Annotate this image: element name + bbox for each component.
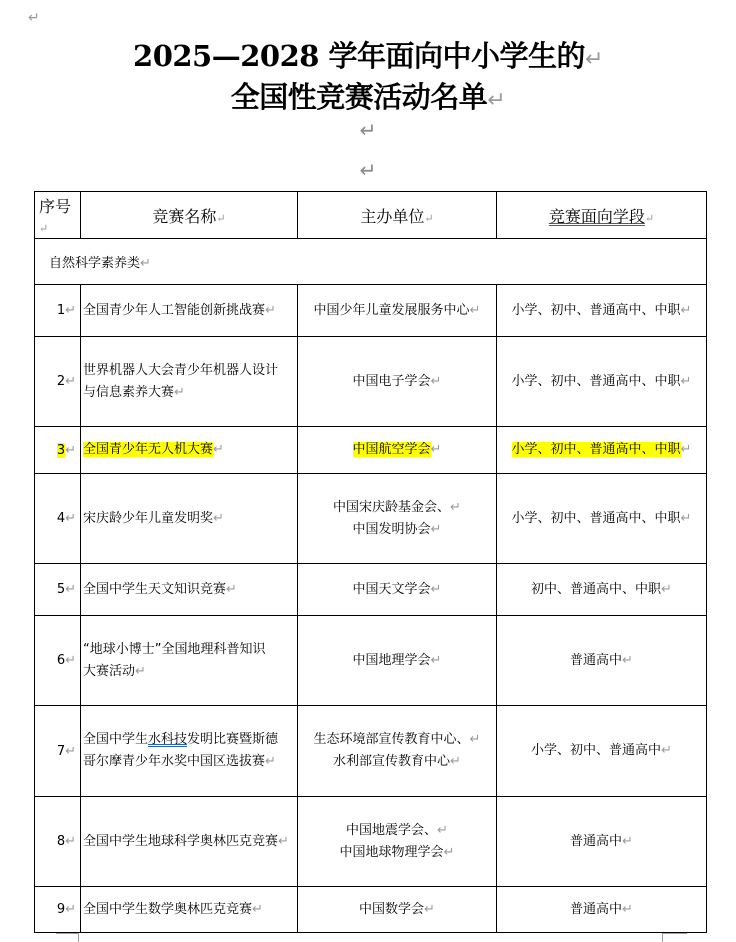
competition-name: 世界机器人大会青少年机器人设计 与信息素养大赛↵ xyxy=(81,337,298,427)
category-label: 自然科学素养类↵ xyxy=(35,239,707,285)
school-stage: 普通高中↵ xyxy=(497,616,707,706)
school-stage: 初中、普通高中、中职↵ xyxy=(497,564,707,616)
row-number: 6↵ xyxy=(35,616,81,706)
paragraph-mark: ↵ xyxy=(487,88,506,113)
table-row xyxy=(35,797,707,887)
row-number: 2↵ xyxy=(35,337,81,427)
header-competition-name: 竞赛名称↵ xyxy=(81,192,298,239)
competition-name: 全国青少年无人机大赛↵ xyxy=(81,427,298,474)
row-number: 8↵ xyxy=(35,797,81,887)
organizer: 中国地震学会、↵ 中国地球物理学会↵ xyxy=(298,797,497,887)
header-number: 序号↵ xyxy=(35,192,81,239)
competition-table xyxy=(34,191,707,933)
row-number: 5↵ xyxy=(35,564,81,616)
table-row xyxy=(35,474,707,564)
school-stage: 小学、初中、普通高中、中职↵ xyxy=(497,474,707,564)
school-stage: 小学、初中、普通高中、中职↵ xyxy=(497,427,707,474)
spellcheck-underline: 水科技 xyxy=(148,732,188,747)
table-row xyxy=(35,564,707,616)
paragraph-mark: ↵ xyxy=(28,10,40,26)
empty-paragraph: ↵ xyxy=(359,158,377,182)
competition-name: “地球小博士”全国地理科普知识 大赛活动↵ xyxy=(81,616,298,706)
school-stage: 小学、初中、普通高中、中职↵ xyxy=(497,337,707,427)
document-title-line-1 xyxy=(0,34,736,75)
document-title-line-2 xyxy=(0,75,736,116)
organizer: 中国地理学会↵ xyxy=(298,616,497,706)
organizer: 中国航空学会↵ xyxy=(298,427,497,474)
competition-name: 全国中学生地球科学奥林匹克竞赛↵ xyxy=(81,797,298,887)
paragraph-mark: ↵ xyxy=(585,47,603,72)
competition-name: 全国中学生水科技发明比赛暨斯德 哥尔摩青少年水奖中国区选拔赛↵ xyxy=(81,706,298,797)
organizer: 生态环境部宣传教育中心、↵ 水利部宣传教育中心↵ xyxy=(298,706,497,797)
competition-name: 全国中学生天文知识竞赛↵ xyxy=(81,564,298,616)
school-stage: 普通高中↵ xyxy=(497,887,707,933)
table-row-highlighted xyxy=(35,427,707,474)
table-row xyxy=(35,285,707,337)
header-organizer: 主办单位↵ xyxy=(298,192,497,239)
header-school-stage: 竞赛面向学段↵ xyxy=(497,192,707,239)
row-number: 1↵ xyxy=(35,285,81,337)
organizer: 中国天文学会↵ xyxy=(298,564,497,616)
title-text: 全国性竞赛活动名单 xyxy=(230,80,488,114)
organizer: 中国电子学会↵ xyxy=(298,337,497,427)
competition-name: 全国中学生数学奥林匹克竞赛↵ xyxy=(81,887,298,933)
table-header-row xyxy=(35,192,707,239)
row-number: 9↵ xyxy=(35,887,81,933)
competition-name: 全国青少年人工智能创新挑战赛↵ xyxy=(81,285,298,337)
organizer: 中国数学会↵ xyxy=(298,887,497,933)
organizer: 中国宋庆龄基金会、↵ 中国发明协会↵ xyxy=(298,474,497,564)
row-number: 4↵ xyxy=(35,474,81,564)
competition-name: 宋庆龄少年儿童发明奖↵ xyxy=(81,474,298,564)
table-row xyxy=(35,616,707,706)
table-row xyxy=(35,337,707,427)
table-row xyxy=(35,887,707,933)
school-stage: 普通高中↵ xyxy=(497,797,707,887)
school-stage: 小学、初中、普通高中↵ xyxy=(497,706,707,797)
row-number: 7↵ xyxy=(35,706,81,797)
category-row xyxy=(35,239,707,285)
organizer: 中国少年儿童发展服务中心↵ xyxy=(298,285,497,337)
empty-paragraph: ↵ xyxy=(359,118,377,142)
table-row xyxy=(35,706,707,797)
row-number: 3↵ xyxy=(35,427,81,474)
school-stage: 小学、初中、普通高中、中职↵ xyxy=(497,285,707,337)
title-text: 2025—2028 学年面向中小学生的 xyxy=(133,39,586,73)
